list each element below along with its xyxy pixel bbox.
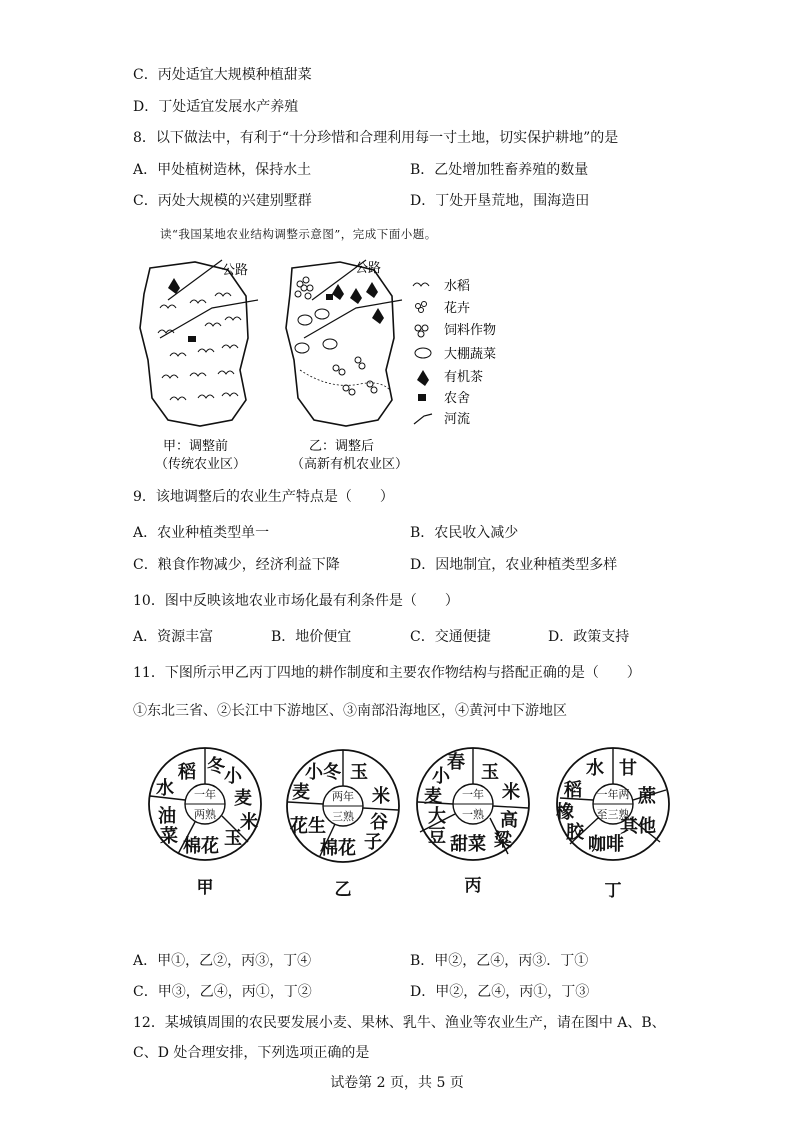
q7-option-c: C．丙处适宜大规模种植甜菜 (133, 67, 312, 83)
jia-center-1: 一年 (194, 788, 216, 801)
bing-center-2: 一熟 (462, 808, 484, 821)
ding-crop-3: 蔗 (638, 786, 656, 807)
q7-option-d: D．丁处适宜发展水产养殖 (133, 99, 299, 115)
jia-crop-2: 冬 (207, 756, 225, 777)
bing-crop-8: 大 (428, 806, 446, 827)
q11-stem: 11．下图所示甲乙丙丁四地的耕作制度和主要农作物结构与搭配正确的是（ ） (133, 665, 641, 681)
q8-stem: 8．以下做法中，有利于“十分珍惜和合理利用每一寸土地，切实保护耕地”的是 (133, 130, 619, 146)
legend-river: 河流 (444, 412, 471, 427)
legend-farmhouse: 农舍 (444, 391, 471, 406)
yi-crop-2: 玉 (350, 762, 368, 783)
fodder-icon (415, 325, 428, 337)
map-a-caption-2: （传统农业区） (155, 457, 247, 472)
q9-option-d: D．因地制宜，农业种植类型多样 (410, 557, 618, 573)
ding-label: 丁 (604, 881, 622, 901)
q10-option-c: C．交通便捷 (410, 629, 491, 645)
q11-option-d: D．甲②，乙④，丙①，丁③ (410, 984, 590, 1000)
map-b-caption-1: 乙：调整后 (309, 439, 375, 454)
yi-center-1: 两年 (332, 790, 354, 803)
map-a-outline (140, 262, 248, 426)
bing-crop-1: 春 (447, 752, 465, 773)
greenhouse-icon (415, 348, 431, 358)
ding-crop-7: 胶 (566, 822, 584, 843)
yi-crop-8: 麦 (292, 782, 310, 803)
q10-option-d: D．政策支持 (548, 629, 630, 645)
jia-crop-10: 水 (156, 778, 174, 799)
q10-option-b: B．地价便宜 (271, 629, 352, 645)
yi-label: 乙 (334, 880, 352, 900)
q12-stem-line1: 12．某城镇周围的农民要发展小麦、果林、乳牛、渔业等农业生产，请在图中 A、B、 (133, 1015, 666, 1031)
q9-option-c: C．粮食作物减少，经济利益下降 (133, 557, 340, 573)
circle-jia (149, 748, 261, 898)
yi-crop-3: 米 (372, 786, 390, 807)
jia-crop-6: 玉 (224, 828, 242, 849)
ding-crop-4: 其他 (620, 816, 656, 837)
bing-crop-7: 甜菜 (450, 834, 486, 855)
bing-label: 丙 (464, 876, 482, 896)
farmhouse-icon (418, 394, 426, 401)
circle-ding (556, 748, 669, 901)
jia-crop-1: 稻 (178, 762, 196, 783)
jia-crop-3: 小 (224, 766, 242, 787)
jia-crop-7: 棉花 (183, 836, 219, 857)
rice-icon (413, 283, 429, 286)
map-a-road-label: 公路 (222, 263, 249, 278)
q11-option-a: A．甲①，乙②，丙③，丁④ (133, 953, 312, 969)
q9-stem: 9．该地调整后的农业生产特点是（ ） (133, 489, 394, 505)
q8-option-c: C．丙处大规模的兴建别墅群 (133, 193, 312, 209)
q12-stem-line2: C、D 处合理安排，下列选项正确的是 (133, 1045, 370, 1061)
q11-option-c: C．甲③，乙④，丙①，丁② (133, 984, 312, 1000)
bing-crop-2: 小 (432, 766, 450, 787)
ding-crop-5: 咖啡 (588, 834, 624, 855)
organic-tea-icon (417, 370, 429, 386)
q11-option-b: B．甲②，乙④，丙③．丁① (410, 953, 589, 969)
jia-center-2: 两熟 (194, 808, 216, 821)
map-legend (413, 278, 496, 427)
farming-system-circles (0, 738, 794, 908)
jia-crop-9: 菜 (160, 826, 178, 847)
yi-crop-4: 谷 (370, 812, 388, 833)
circle-yi (287, 750, 399, 900)
jia-label: 甲 (196, 878, 214, 898)
legend-greenhouse: 大棚蔬菜 (444, 347, 497, 362)
bing-crop-5: 高 (500, 810, 518, 831)
bing-center-1: 一年 (462, 788, 484, 801)
q8-option-b: B．乙处增加牲畜养殖的数量 (410, 162, 589, 178)
q10-stem: 10．图中反映该地农业市场化最有利条件是（ ） (133, 593, 459, 609)
ding-crop-2: 甘 (619, 758, 637, 779)
jia-crop-5: 米 (240, 812, 258, 833)
q8-option-d: D．丁处开垦荒地，围海造田 (410, 193, 590, 209)
q9-option-b: B．农民收入减少 (410, 525, 519, 541)
ding-center-1: 一年两 (596, 788, 630, 801)
bing-crop-3: 玉 (481, 762, 499, 783)
map-b-caption-2: （高新有机农业区） (291, 457, 409, 472)
map-b-river (304, 300, 402, 338)
ding-crop-1: 水 (586, 758, 604, 779)
q11-regions: ①东北三省、②长江中下游地区、③南部沿海地区，④黄河中下游地区 (133, 703, 567, 719)
agriculture-adjustment-map (0, 248, 794, 488)
map-b-road-label: 公路 (355, 261, 382, 276)
map-a-caption-1: 甲：调整前 (163, 439, 229, 454)
yi-crop-1: 小冬 (305, 762, 341, 783)
ding-crop-8: 稻 (564, 780, 582, 801)
circle-bing (417, 748, 529, 896)
q10-option-a: A．资源丰富 (133, 629, 214, 645)
legend-rice: 水稻 (444, 279, 471, 294)
q8-option-a: A．甲处植树造林，保持水土 (133, 162, 312, 178)
bing-crop-6: 粱 (494, 830, 512, 851)
bing-crop-4: 米 (502, 782, 520, 803)
ding-center-2: 至三熟 (596, 808, 630, 821)
bing-crop-10: 麦 (424, 786, 442, 807)
yi-crop-6: 棉花 (320, 838, 356, 859)
flower-icon (416, 302, 427, 313)
yi-crop-7: 花生 (290, 816, 326, 837)
river-icon (414, 414, 432, 424)
yi-center-2: 三熟 (332, 810, 354, 823)
yi-crop-5: 子 (364, 832, 382, 853)
legend-organic-tea: 有机茶 (444, 370, 484, 385)
jia-crop-8: 油 (158, 806, 176, 827)
bing-crop-9: 豆 (428, 826, 446, 847)
page-footer: 试卷第 2 页，共 5 页 (330, 1075, 464, 1091)
q9-option-a: A．农业种植类型单一 (133, 525, 270, 541)
legend-fodder: 饲料作物 (444, 323, 497, 338)
legend-flowers: 花卉 (444, 301, 471, 316)
ding-crop-6: 橡 (556, 802, 574, 823)
map-intro: 读“我国某地农业结构调整示意图”，完成下面小题。 (160, 227, 437, 241)
jia-crop-4: 麦 (234, 788, 252, 809)
